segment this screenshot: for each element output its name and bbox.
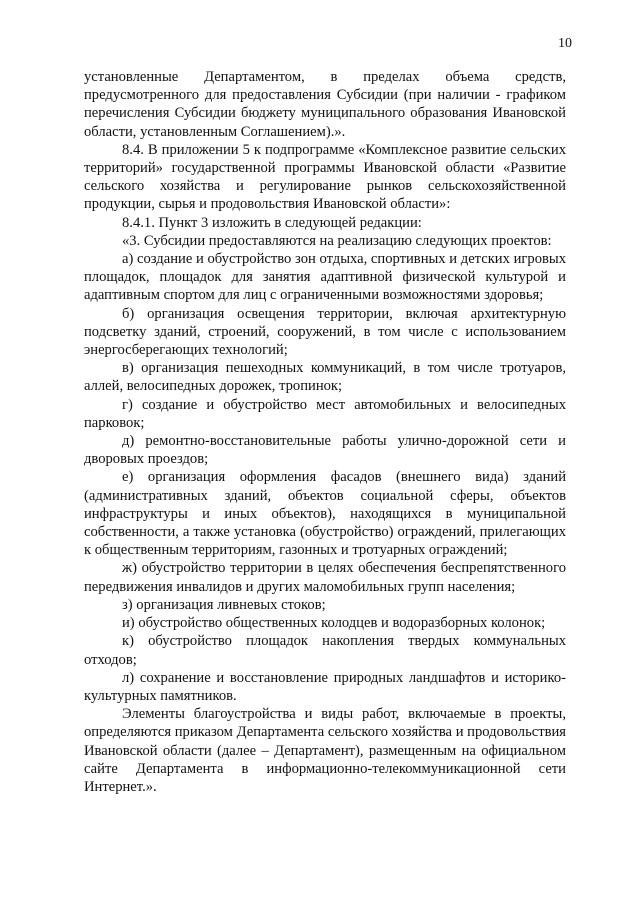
- list-item-i: и) обустройство общественных колодцев и водоразборных колонок;: [122, 615, 546, 632]
- list-item-l: л) сохранение и восстановление природных ландшафтов и историко-культурных памятников.: [84, 669, 566, 704]
- paragraph-elements-note: Элементы благоустройства и виды работ, включаемые в проекты, определяются приказом Департамента сельского хозяйства и продовольствия Ивановской области (далее – Департамент), размещенным на официальном сайте Департамента в информационно-телекоммуникационной сети Интернет.».: [84, 706, 566, 795]
- list-item-e: е) организация оформления фасадов (внешнего вида) зданий (административных зданий, объектов социальной сферы, объектов инфраструктуры и иных объектов), находящихся в муниципальной собственности, а также установка (обустройство) ограждений, прилегающих к общественным территориям, газонных и тротуарных ограждений;: [84, 469, 566, 559]
- list-item-b: б) организация освещения территории, включая архитектурную подсветку зданий, строений, сооружений, в том числе с использованием энергосберегающих технологий;: [84, 305, 566, 359]
- list-item-v: в) организация пешеходных коммуникаций, в том числе тротуаров, аллей, велосипедных дорожек, тропинок;: [84, 360, 566, 395]
- list-item-zh: ж) обустройство территории в целях обеспечения беспрепятственного передвижения инвалидов и других маломобильных групп населения;: [84, 560, 566, 595]
- list-item-g: г) создание и обустройство мест автомобильных и велосипедных парковок;: [84, 396, 566, 431]
- list-item-a: а) создание и обустройство зон отдыха, спортивных и детских игровых площадок, площадок для занятия адаптивной физической культурой и адаптивным спортом для лиц с ограниченными возможностями здоровья;: [84, 251, 566, 304]
- list-item-d: д) ремонтно-восстановительные работы улично-дорожной сети и дворовых проездов;: [84, 433, 566, 468]
- paragraph-item-3-intro: «3. Субсидии предоставляются на реализацию следующих проектов:: [122, 232, 552, 249]
- page-number: 10: [558, 36, 572, 51]
- document-body: [84, 68, 566, 796]
- paragraph-section-8-4: 8.4. В приложении 5 к подпрограмме «Комплексное развитие сельских территорий» государственной программы Ивановской области «Развитие сельского хозяйства и регулирование рынков сельскохозяйственной продукции, сырья и продовольствия Ивановской области»:: [84, 141, 566, 213]
- list-item-k: к) обустройство площадок накопления твердых коммунальных отходов;: [84, 633, 566, 668]
- paragraph-continuation: установленные Департаментом, в пределах объема средств, предусмотренного для предоставления Субсидии (при наличии - графиком перечисления Субсидии бюджету муниципального образования Ивановской области, установленным Соглашением).».: [84, 69, 566, 140]
- paragraph-section-8-4-1: 8.4.1. Пункт 3 изложить в следующей редакции:: [122, 214, 422, 231]
- list-item-z: з) организация ливневых стоков;: [122, 596, 326, 613]
